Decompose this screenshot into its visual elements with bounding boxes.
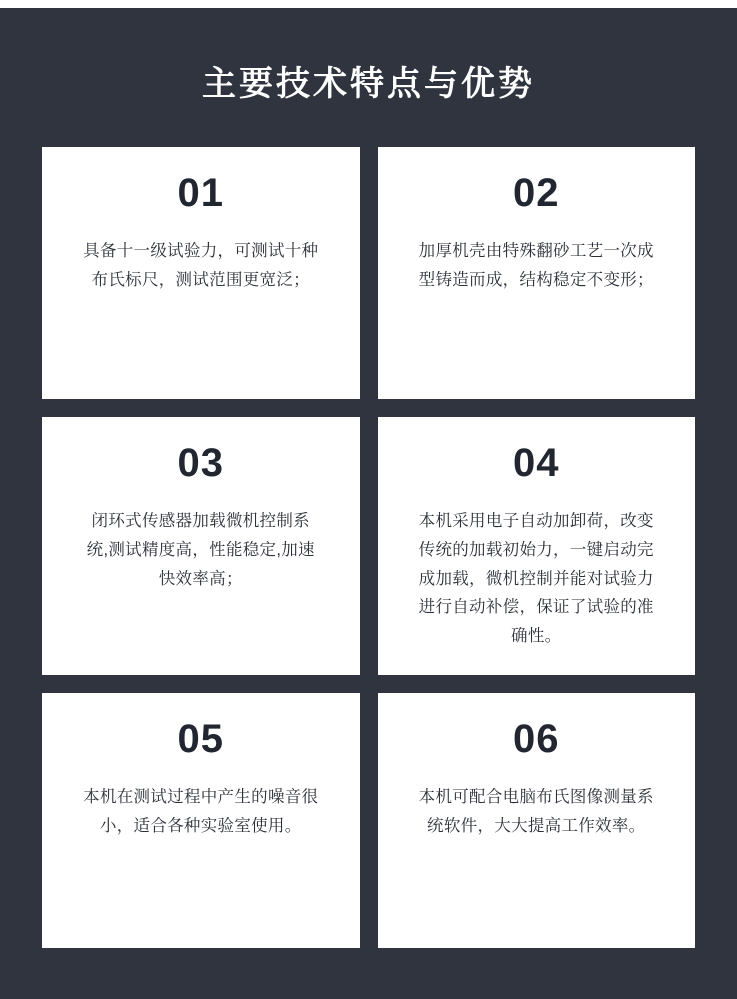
feature-text: 本机在测试过程中产生的噪音很小，适合各种实验室使用。 xyxy=(83,787,319,835)
feature-text: 加厚机壳由特殊翻砂工艺一次成型铸造而成，结构稳定不变形； xyxy=(418,241,654,289)
feature-card-01 xyxy=(42,147,360,399)
feature-text: 本机可配合电脑布氏图像测量系统软件，大大提高工作效率。 xyxy=(418,787,654,835)
bottom-strip xyxy=(0,989,737,999)
feature-card-02 xyxy=(378,147,696,399)
feature-card-03 xyxy=(42,417,360,675)
feature-text: 本机采用电子自动加卸荷，改变传统的加载初始力，一键启动完成加载，微机控制并能对试验力进行自动补偿，保证了试验的准确性。 xyxy=(418,511,654,646)
feature-text: 闭环式传感器加载微机控制系统,测试精度高，性能稳定,加速快效率高； xyxy=(86,511,315,588)
page-title: 主要技术特点与优势 xyxy=(202,65,535,103)
feature-card-05 xyxy=(42,693,360,948)
feature-text: 具备十一级试验力，可测试十种布氏标尺，测试范围更宽泛； xyxy=(83,241,319,289)
feature-number: 02 xyxy=(513,170,560,215)
top-white-strip xyxy=(0,0,737,8)
feature-card-06 xyxy=(378,693,696,948)
feature-number: 01 xyxy=(177,170,224,215)
feature-card-04 xyxy=(378,417,696,675)
feature-number: 06 xyxy=(513,716,560,761)
feature-number: 05 xyxy=(177,716,224,761)
feature-card-grid xyxy=(0,147,737,948)
feature-number: 04 xyxy=(513,440,560,485)
feature-number: 03 xyxy=(177,440,224,485)
